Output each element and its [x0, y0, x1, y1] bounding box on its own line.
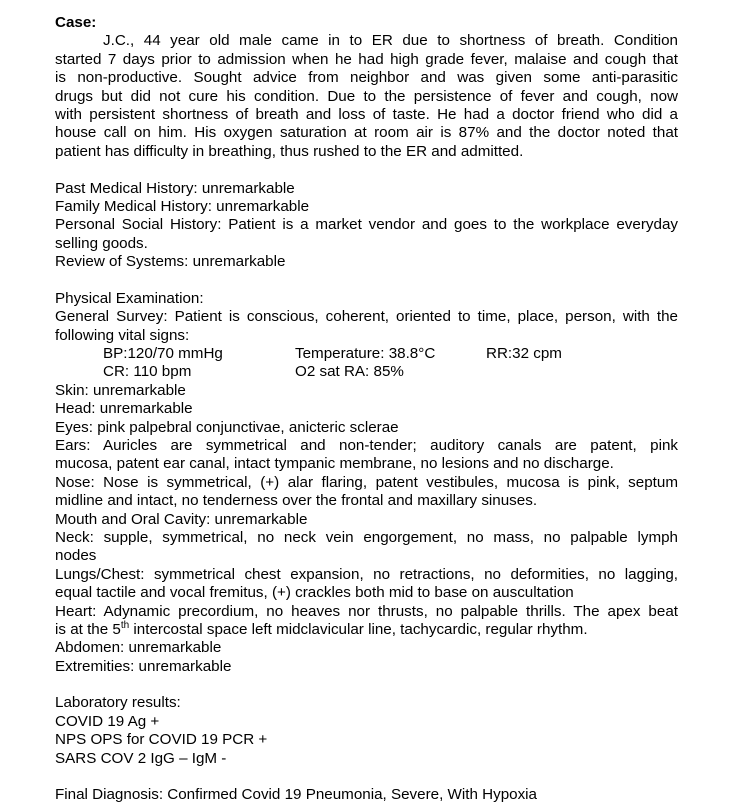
exam-extremities: Extremities: unremarkable: [55, 657, 232, 675]
lab-results-heading: Laboratory results:: [55, 694, 181, 712]
exam-lungs-cont: equal tactile and vocal fremitus, (+) crackles both mid to base on auscultation: [55, 584, 574, 602]
exam-heart: Heart: Adynamic precordium, no heaves nor thrusts, no palpable thrills. The apex beat: [55, 602, 678, 620]
spacer: [55, 271, 678, 289]
case-paragraph-line: J.C., 44 year old male came in to ER due to shortness of breath. Condition: [103, 32, 678, 50]
vital-cr: CR: 110 bpm: [103, 363, 192, 381]
exam-abdomen: Abdomen: unremarkable: [55, 639, 222, 657]
exam-lungs: Lungs/Chest: symmetrical chest expansion, no retractions, no deformities, no lagging,: [55, 565, 678, 583]
spacer: [55, 768, 678, 786]
general-survey: General Survey: Patient is conscious, coherent, oriented to time, place, person, with the: [55, 308, 678, 326]
personal-social-history-cont: selling goods.: [55, 234, 148, 252]
vital-bp: BP:120/70 mmHg: [103, 345, 223, 363]
case-paragraph-line: house call on him. His oxygen saturation at room air is 87% and the doctor noted that: [55, 124, 678, 142]
exam-eyes: Eyes: pink palpebral conjunctivae, anicteric sclerae: [55, 418, 399, 436]
general-survey-cont: following vital signs:: [55, 326, 190, 344]
lab-result-item: SARS COV 2 IgG – IgM -: [55, 749, 227, 767]
heart-text-pre: is at the 5: [55, 620, 121, 638]
vital-signs-row-1: [55, 345, 678, 363]
case-document: [55, 14, 678, 805]
case-heading: Case:: [55, 14, 97, 31]
exam-mouth: Mouth and Oral Cavity: unremarkable: [55, 510, 308, 528]
lab-result-item: NPS OPS for COVID 19 PCR +: [55, 731, 268, 749]
exam-head: Head: unremarkable: [55, 400, 193, 418]
case-paragraph-line: started 7 days prior to admission when he had high grade fever, malaise and cough that: [55, 50, 678, 68]
case-paragraph-line: patient has difficulty in breathing, thus rushed to the ER and admitted.: [55, 142, 524, 160]
exam-nose-cont: midline and intact, no tenderness over the frontal and maxillary sinuses.: [55, 492, 538, 510]
vital-o2-sat: O2 sat RA: 85%: [295, 363, 404, 381]
personal-social-history: Personal Social History: Patient is a market vendor and goes to the workplace everyday: [55, 216, 678, 234]
heart-ordinal-suffix: th: [120, 619, 130, 631]
case-paragraph-line: is non-productive. Sought advice from neighbor and was given some anti-parasitic: [55, 69, 678, 87]
case-paragraph-line: with persistent shortness of breath and loss of taste. He had a doctor friend who did a: [55, 105, 678, 123]
lab-result-item: COVID 19 Ag +: [55, 712, 160, 730]
vital-signs-row-2: [55, 363, 678, 381]
exam-neck: Neck: supple, symmetrical, no neck vein engorgement, no mass, no palpable lymph: [55, 528, 678, 546]
exam-neck-cont: nodes: [55, 547, 97, 565]
physical-exam-heading: Physical Examination:: [55, 289, 204, 307]
past-medical-history: Past Medical History: unremarkable: [55, 179, 295, 197]
exam-nose: Nose: Nose is symmetrical, (+) alar flaring, patent vestibules, mucosa is pink, septum: [55, 473, 678, 491]
exam-ears: Ears: Auricles are symmetrical and non-tender; auditory canals are patent, pink: [55, 436, 678, 454]
exam-ears-cont: mucosa, patent ear canal, intact tympanic membrane, no lesions and no discharge.: [55, 455, 614, 473]
review-of-systems: Review of Systems: unremarkable: [55, 253, 286, 271]
exam-heart-cont: [55, 621, 678, 639]
exam-skin: Skin: unremarkable: [55, 381, 186, 399]
vital-temperature: Temperature: 38.8°C: [295, 345, 436, 363]
spacer: [55, 161, 678, 179]
vital-rr: RR:32 cpm: [486, 345, 562, 363]
spacer: [55, 676, 678, 694]
heart-text-post: intercostal space left midclavicular line, tachycardic, regular rhythm.: [129, 620, 588, 638]
family-medical-history: Family Medical History: unremarkable: [55, 197, 310, 215]
final-diagnosis: Final Diagnosis: Confirmed Covid 19 Pneumonia, Severe, With Hypoxia: [55, 786, 538, 804]
case-paragraph-line: drugs but did not cure his condition. Due to the persistence of fever and cough, now: [55, 87, 678, 105]
